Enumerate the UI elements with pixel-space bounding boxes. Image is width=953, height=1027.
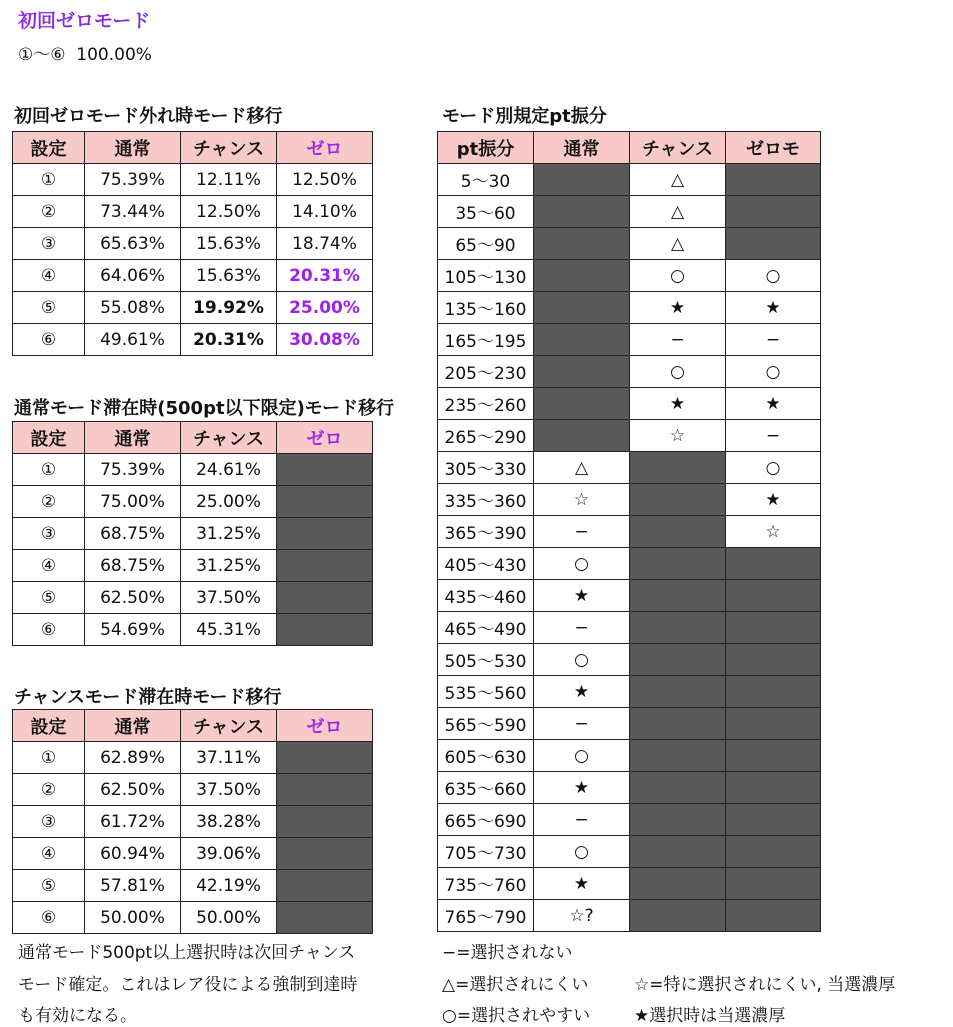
pt-range-cell: 265〜290: [438, 420, 534, 452]
empty-cell: [630, 548, 726, 580]
value-cell: 64.06%: [85, 260, 181, 292]
pt-range-cell: 405〜430: [438, 548, 534, 580]
table-row: [13, 582, 373, 614]
table-row: [438, 516, 821, 548]
symbol-cell: △: [630, 164, 726, 196]
symbol-cell: −: [534, 612, 630, 644]
note-line-1: 通常モード500pt以上選択時は次回チャンス: [18, 943, 356, 963]
table-row: [438, 804, 821, 836]
header-zero: ゼロ: [277, 422, 373, 454]
pt-range-cell: 135〜160: [438, 292, 534, 324]
legend-triangle: △=選択されにくい: [442, 975, 589, 995]
pt-range-cell: 505〜530: [438, 644, 534, 676]
empty-cell: [630, 580, 726, 612]
header-zero: ゼロ: [277, 132, 373, 164]
symbol-cell: ★: [726, 292, 821, 324]
setting-cell: ①: [13, 742, 85, 774]
value-cell: 37.50%: [181, 774, 277, 806]
empty-cell: [726, 836, 821, 868]
setting-cell: ②: [13, 486, 85, 518]
pt-range-cell: 735〜760: [438, 868, 534, 900]
empty-cell: [534, 324, 630, 356]
table-row: [13, 806, 373, 838]
symbol-cell: ☆: [534, 484, 630, 516]
empty-cell: [726, 772, 821, 804]
symbol-cell: ★: [534, 676, 630, 708]
value-cell: 62.89%: [85, 742, 181, 774]
empty-cell: [726, 868, 821, 900]
empty-cell: [726, 548, 821, 580]
value-cell: 31.25%: [181, 550, 277, 582]
symbol-cell: ○: [534, 836, 630, 868]
value-cell: 38.28%: [181, 806, 277, 838]
chance-mode-table: [12, 709, 373, 934]
value-cell: 15.63%: [181, 260, 277, 292]
intro-line: ①〜⑥ 100.00%: [18, 45, 152, 65]
table-row: [438, 196, 821, 228]
value-cell: 62.50%: [85, 774, 181, 806]
empty-cell: [630, 676, 726, 708]
pt-range-cell: 105〜130: [438, 260, 534, 292]
pt-range-cell: 35〜60: [438, 196, 534, 228]
pt-range-cell: 365〜390: [438, 516, 534, 548]
empty-cell: [630, 612, 726, 644]
header-chance: チャンス: [630, 132, 726, 164]
pt-range-cell: 65〜90: [438, 228, 534, 260]
setting-cell: ②: [13, 774, 85, 806]
table-row: [438, 260, 821, 292]
table-row: [13, 518, 373, 550]
value-cell: 75.39%: [85, 454, 181, 486]
symbol-cell: ○: [726, 356, 821, 388]
table-row: [13, 196, 373, 228]
symbol-cell: ○: [534, 740, 630, 772]
header-normal: 通常: [85, 422, 181, 454]
pt-range-cell: 665〜690: [438, 804, 534, 836]
symbol-cell: −: [630, 324, 726, 356]
setting-cell: ⑤: [13, 292, 85, 324]
empty-cell: [630, 452, 726, 484]
symbol-cell: ☆: [630, 420, 726, 452]
pt-range-cell: 605〜630: [438, 740, 534, 772]
table-row: [438, 900, 821, 932]
pt-range-cell: 705〜730: [438, 836, 534, 868]
header-setting: 設定: [13, 422, 85, 454]
empty-cell: [534, 228, 630, 260]
value-cell: 62.50%: [85, 582, 181, 614]
symbol-cell: ☆?: [534, 900, 630, 932]
empty-cell: [534, 292, 630, 324]
setting-cell: ③: [13, 228, 85, 260]
empty-cell: [630, 868, 726, 900]
symbol-cell: −: [726, 420, 821, 452]
value-cell: 45.31%: [181, 614, 277, 646]
value-cell: 14.10%: [277, 196, 373, 228]
symbol-cell: ★: [726, 388, 821, 420]
pt-table-title: モード別規定pt振分: [442, 106, 607, 127]
setting-cell: ⑥: [13, 614, 85, 646]
value-cell: 37.50%: [181, 582, 277, 614]
normal-mode-table: [12, 421, 373, 646]
empty-cell: [277, 550, 373, 582]
pt-range-cell: 435〜460: [438, 580, 534, 612]
symbol-cell: ○: [726, 452, 821, 484]
table-row: [13, 838, 373, 870]
empty-cell: [277, 838, 373, 870]
setting-cell: ④: [13, 260, 85, 292]
empty-cell: [726, 644, 821, 676]
empty-cell: [630, 708, 726, 740]
symbol-cell: −: [534, 708, 630, 740]
pt-range-cell: 5〜30: [438, 164, 534, 196]
empty-cell: [726, 804, 821, 836]
table-row: [13, 550, 373, 582]
empty-cell: [277, 518, 373, 550]
value-cell: 12.50%: [181, 196, 277, 228]
empty-cell: [726, 612, 821, 644]
header-pt: pt振分: [438, 132, 534, 164]
table-row: [438, 580, 821, 612]
table-row: [13, 902, 373, 934]
empty-cell: [726, 580, 821, 612]
symbol-cell: ☆: [726, 516, 821, 548]
legend-circle: ○=選択されやすい: [442, 1006, 591, 1026]
symbol-cell: ★: [534, 868, 630, 900]
table-row: [13, 614, 373, 646]
empty-cell: [630, 484, 726, 516]
table-row: [438, 644, 821, 676]
value-cell: 75.39%: [85, 164, 181, 196]
empty-cell: [277, 582, 373, 614]
pt-range-cell: 535〜560: [438, 676, 534, 708]
table-header-row: [438, 132, 821, 164]
symbol-cell: ○: [630, 260, 726, 292]
first-zero-miss-table: [12, 131, 373, 356]
empty-cell: [726, 164, 821, 196]
value-cell: 54.69%: [85, 614, 181, 646]
symbol-cell: ○: [726, 260, 821, 292]
pt-range-cell: 765〜790: [438, 900, 534, 932]
setting-cell: ②: [13, 196, 85, 228]
value-cell: 55.08%: [85, 292, 181, 324]
setting-cell: ③: [13, 806, 85, 838]
empty-cell: [277, 614, 373, 646]
symbol-cell: △: [630, 196, 726, 228]
setting-cell: ④: [13, 550, 85, 582]
symbol-cell: ★: [726, 484, 821, 516]
value-cell: 42.19%: [181, 870, 277, 902]
empty-cell: [726, 228, 821, 260]
symbol-cell: △: [534, 452, 630, 484]
value-cell: 19.92%: [181, 292, 277, 324]
setting-cell: ①: [13, 164, 85, 196]
empty-cell: [534, 420, 630, 452]
empty-cell: [534, 164, 630, 196]
symbol-cell: △: [630, 228, 726, 260]
table-row: [438, 164, 821, 196]
legend-white-star: ☆=特に選択されにくい, 当選濃厚: [634, 975, 896, 995]
header-chance: チャンス: [181, 710, 277, 742]
header-setting: 設定: [13, 132, 85, 164]
value-cell: 37.11%: [181, 742, 277, 774]
value-cell: 18.74%: [277, 228, 373, 260]
pt-range-cell: 305〜330: [438, 452, 534, 484]
value-cell: 73.44%: [85, 196, 181, 228]
empty-cell: [630, 740, 726, 772]
table-row: [13, 870, 373, 902]
empty-cell: [630, 772, 726, 804]
symbol-cell: −: [534, 516, 630, 548]
setting-cell: ①: [13, 454, 85, 486]
pt-range-cell: 635〜660: [438, 772, 534, 804]
table-row: [438, 420, 821, 452]
pt-distribution-table: [437, 131, 821, 932]
table-row: [13, 742, 373, 774]
table-row: [438, 740, 821, 772]
pt-range-cell: 235〜260: [438, 388, 534, 420]
symbol-cell: −: [726, 324, 821, 356]
header-chance: チャンス: [181, 132, 277, 164]
table-row: [438, 708, 821, 740]
value-cell: 25.00%: [277, 292, 373, 324]
symbol-cell: ○: [630, 356, 726, 388]
table-row: [438, 324, 821, 356]
pt-range-cell: 565〜590: [438, 708, 534, 740]
table2-title: 通常モード滞在時(500pt以下限定)モード移行: [14, 398, 395, 419]
empty-cell: [534, 356, 630, 388]
table-header-row: [13, 132, 373, 164]
empty-cell: [726, 196, 821, 228]
table-row: [438, 868, 821, 900]
value-cell: 61.72%: [85, 806, 181, 838]
setting-cell: ③: [13, 518, 85, 550]
empty-cell: [277, 454, 373, 486]
setting-cell: ⑤: [13, 582, 85, 614]
table-header-row: [13, 710, 373, 742]
note-line-3: も有効になる。: [18, 1006, 137, 1026]
value-cell: 50.00%: [85, 902, 181, 934]
symbol-cell: −: [534, 804, 630, 836]
table-row: [438, 356, 821, 388]
setting-cell: ④: [13, 838, 85, 870]
empty-cell: [534, 196, 630, 228]
empty-cell: [630, 804, 726, 836]
header-zero: ゼロ: [277, 710, 373, 742]
empty-cell: [277, 902, 373, 934]
value-cell: 60.94%: [85, 838, 181, 870]
pt-range-cell: 205〜230: [438, 356, 534, 388]
empty-cell: [277, 486, 373, 518]
empty-cell: [630, 836, 726, 868]
header-setting: 設定: [13, 710, 85, 742]
value-cell: 12.50%: [277, 164, 373, 196]
legend-black-star: ★選択時は当選濃厚: [634, 1006, 786, 1026]
empty-cell: [726, 708, 821, 740]
table-row: [13, 164, 373, 196]
empty-cell: [277, 806, 373, 838]
table-row: [438, 612, 821, 644]
empty-cell: [726, 900, 821, 932]
value-cell: 39.06%: [181, 838, 277, 870]
empty-cell: [630, 644, 726, 676]
setting-cell: ⑤: [13, 870, 85, 902]
pt-range-cell: 165〜195: [438, 324, 534, 356]
table-row: [438, 772, 821, 804]
symbol-cell: ★: [630, 388, 726, 420]
value-cell: 49.61%: [85, 324, 181, 356]
value-cell: 68.75%: [85, 518, 181, 550]
header-normal: 通常: [85, 132, 181, 164]
table-row: [438, 836, 821, 868]
table-row: [438, 388, 821, 420]
header-chance: チャンス: [181, 422, 277, 454]
table-row: [13, 774, 373, 806]
symbol-cell: ★: [534, 772, 630, 804]
symbol-cell: ★: [534, 580, 630, 612]
table-header-row: [13, 422, 373, 454]
symbol-cell: ○: [534, 548, 630, 580]
empty-cell: [277, 742, 373, 774]
empty-cell: [277, 870, 373, 902]
value-cell: 12.11%: [181, 164, 277, 196]
value-cell: 31.25%: [181, 518, 277, 550]
empty-cell: [534, 388, 630, 420]
empty-cell: [630, 516, 726, 548]
table-row: [438, 452, 821, 484]
table-row: [13, 260, 373, 292]
header-normal: 通常: [85, 710, 181, 742]
value-cell: 15.63%: [181, 228, 277, 260]
value-cell: 68.75%: [85, 550, 181, 582]
note-line-2: モード確定。これはレア役による強制到達時: [18, 975, 358, 995]
header-zero: ゼロモ: [726, 132, 821, 164]
value-cell: 65.63%: [85, 228, 181, 260]
table-row: [438, 548, 821, 580]
table-row: [438, 292, 821, 324]
legend-dash: −=選択されない: [442, 943, 573, 963]
setting-cell: ⑥: [13, 902, 85, 934]
intro-title: 初回ゼロモード: [18, 10, 151, 32]
table-row: [438, 484, 821, 516]
empty-cell: [726, 676, 821, 708]
table-row: [13, 324, 373, 356]
table-row: [13, 228, 373, 260]
value-cell: 24.61%: [181, 454, 277, 486]
symbol-cell: ★: [630, 292, 726, 324]
symbol-cell: ○: [534, 644, 630, 676]
value-cell: 75.00%: [85, 486, 181, 518]
setting-cell: ⑥: [13, 324, 85, 356]
table-row: [13, 292, 373, 324]
empty-cell: [726, 740, 821, 772]
table3-title: チャンスモード滞在時モード移行: [14, 687, 282, 708]
empty-cell: [277, 774, 373, 806]
table-row: [13, 486, 373, 518]
value-cell: 20.31%: [277, 260, 373, 292]
header-normal: 通常: [534, 132, 630, 164]
pt-range-cell: 465〜490: [438, 612, 534, 644]
value-cell: 20.31%: [181, 324, 277, 356]
empty-cell: [630, 900, 726, 932]
value-cell: 50.00%: [181, 902, 277, 934]
pt-range-cell: 335〜360: [438, 484, 534, 516]
value-cell: 25.00%: [181, 486, 277, 518]
value-cell: 30.08%: [277, 324, 373, 356]
table-row: [13, 454, 373, 486]
value-cell: 57.81%: [85, 870, 181, 902]
table-row: [438, 228, 821, 260]
table1-title: 初回ゼロモード外れ時モード移行: [14, 106, 283, 127]
empty-cell: [534, 260, 630, 292]
table-row: [438, 676, 821, 708]
